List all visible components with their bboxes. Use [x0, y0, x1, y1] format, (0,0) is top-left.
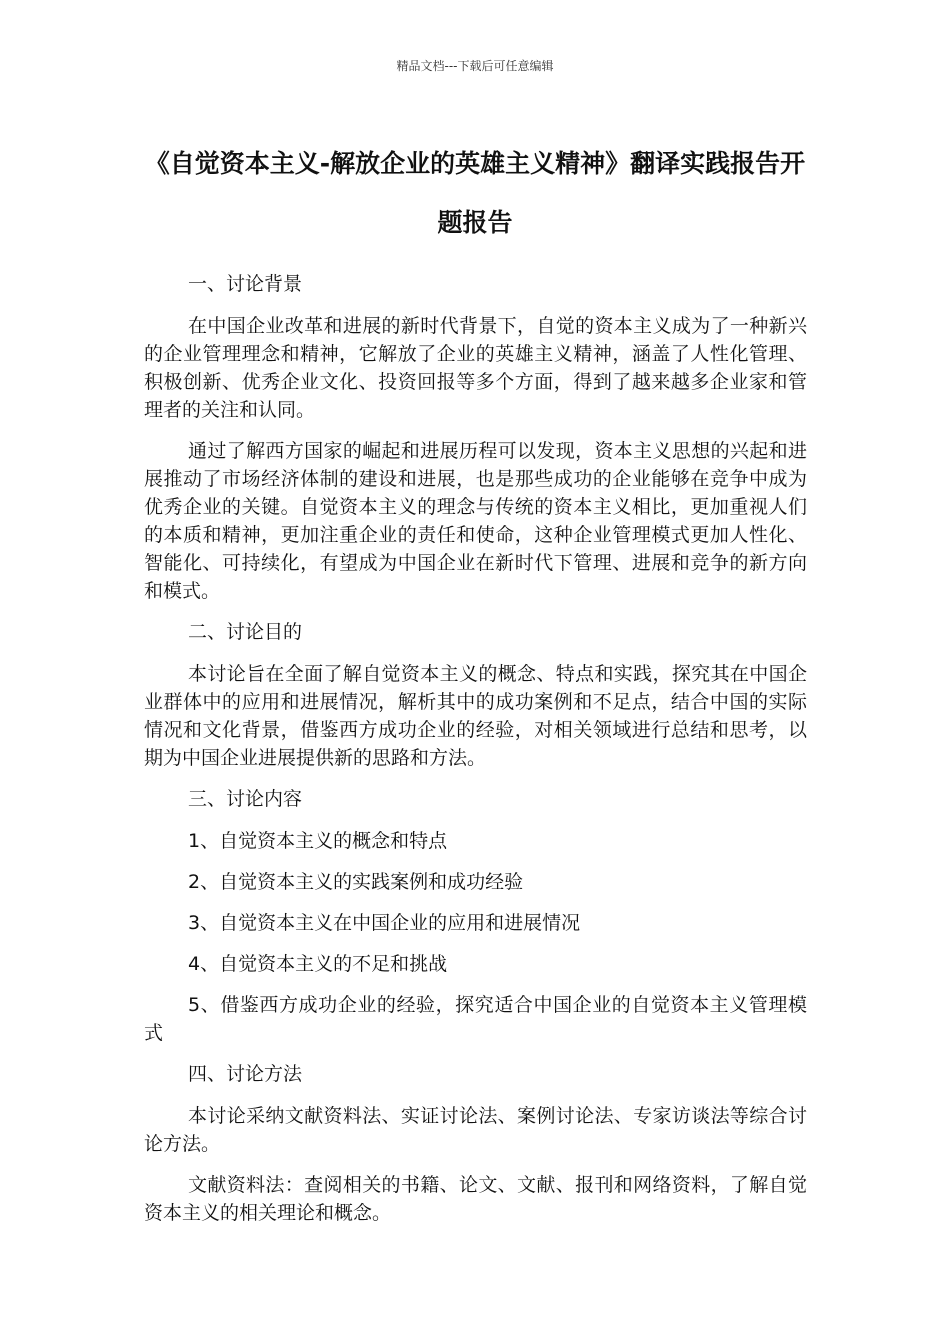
section-heading: 一、讨论背景: [188, 273, 303, 295]
section-heading: 三、讨论内容: [188, 788, 303, 810]
section-heading: 四、讨论方法: [188, 1063, 303, 1085]
body-paragraph: 在中国企业改革和进展的新时代背景下，自觉的资本主义成为了一种新兴的企业管理理念和精神，它解放了企业的英雄主义精神，涵盖了人性化管理、积极创新、优秀企业文化、投资回报等多个方面，得到了越来越多企业家和管理者的关注和认同。: [144, 315, 807, 421]
body-paragraph: 通过了解西方国家的崛起和进展历程可以发现，资本主义思想的兴起和进展推动了市场经济体制的建设和进展，也是那些成功的企业能够在竞争中成为优秀企业的关键。自觉资本主义的理念与传统的资本主义相比，更加重视人们的本质和精神，更加注重企业的责任和使命，这种企业管理模式更加人性化、智能化、可持续化，有望成为中国企业在新时代下管理、进展和竞争的新方向和模式。: [144, 440, 807, 602]
list-item: 2、自觉资本主义的实践案例和成功经验: [188, 871, 524, 893]
document-body: [144, 270, 807, 1240]
page-header: 精品文档---下载后可任意编辑: [396, 59, 554, 73]
document-title: 《自觉资本主义-解放企业的英雄主义精神》翻译实践报告开题报告: [144, 149, 806, 237]
body-paragraph: 文献资料法：查阅相关的书籍、论文、文献、报刊和网络资料，了解自觉资本主义的相关理论和概念。: [144, 1174, 807, 1224]
list-item: 4、自觉资本主义的不足和挑战: [188, 953, 448, 975]
body-paragraph: 本讨论旨在全面了解自觉资本主义的概念、特点和实践，探究其在中国企业群体中的应用和进展情况，解析其中的成功案例和不足点，结合中国的实际情况和文化背景，借鉴西方成功企业的经验，对相关领域进行总结和思考，以期为中国企业进展提供新的思路和方法。: [144, 663, 807, 769]
section-heading: 二、讨论目的: [188, 621, 303, 643]
body-paragraph: 本讨论采纳文献资料法、实证讨论法、案例讨论法、专家访谈法等综合讨论方法。: [144, 1105, 807, 1155]
list-item: 1、自觉资本主义的概念和特点: [188, 830, 448, 852]
list-item: 5、借鉴西方成功企业的经验，探究适合中国企业的自觉资本主义管理模式: [144, 994, 807, 1044]
list-item: 3、自觉资本主义在中国企业的应用和进展情况: [188, 912, 581, 934]
